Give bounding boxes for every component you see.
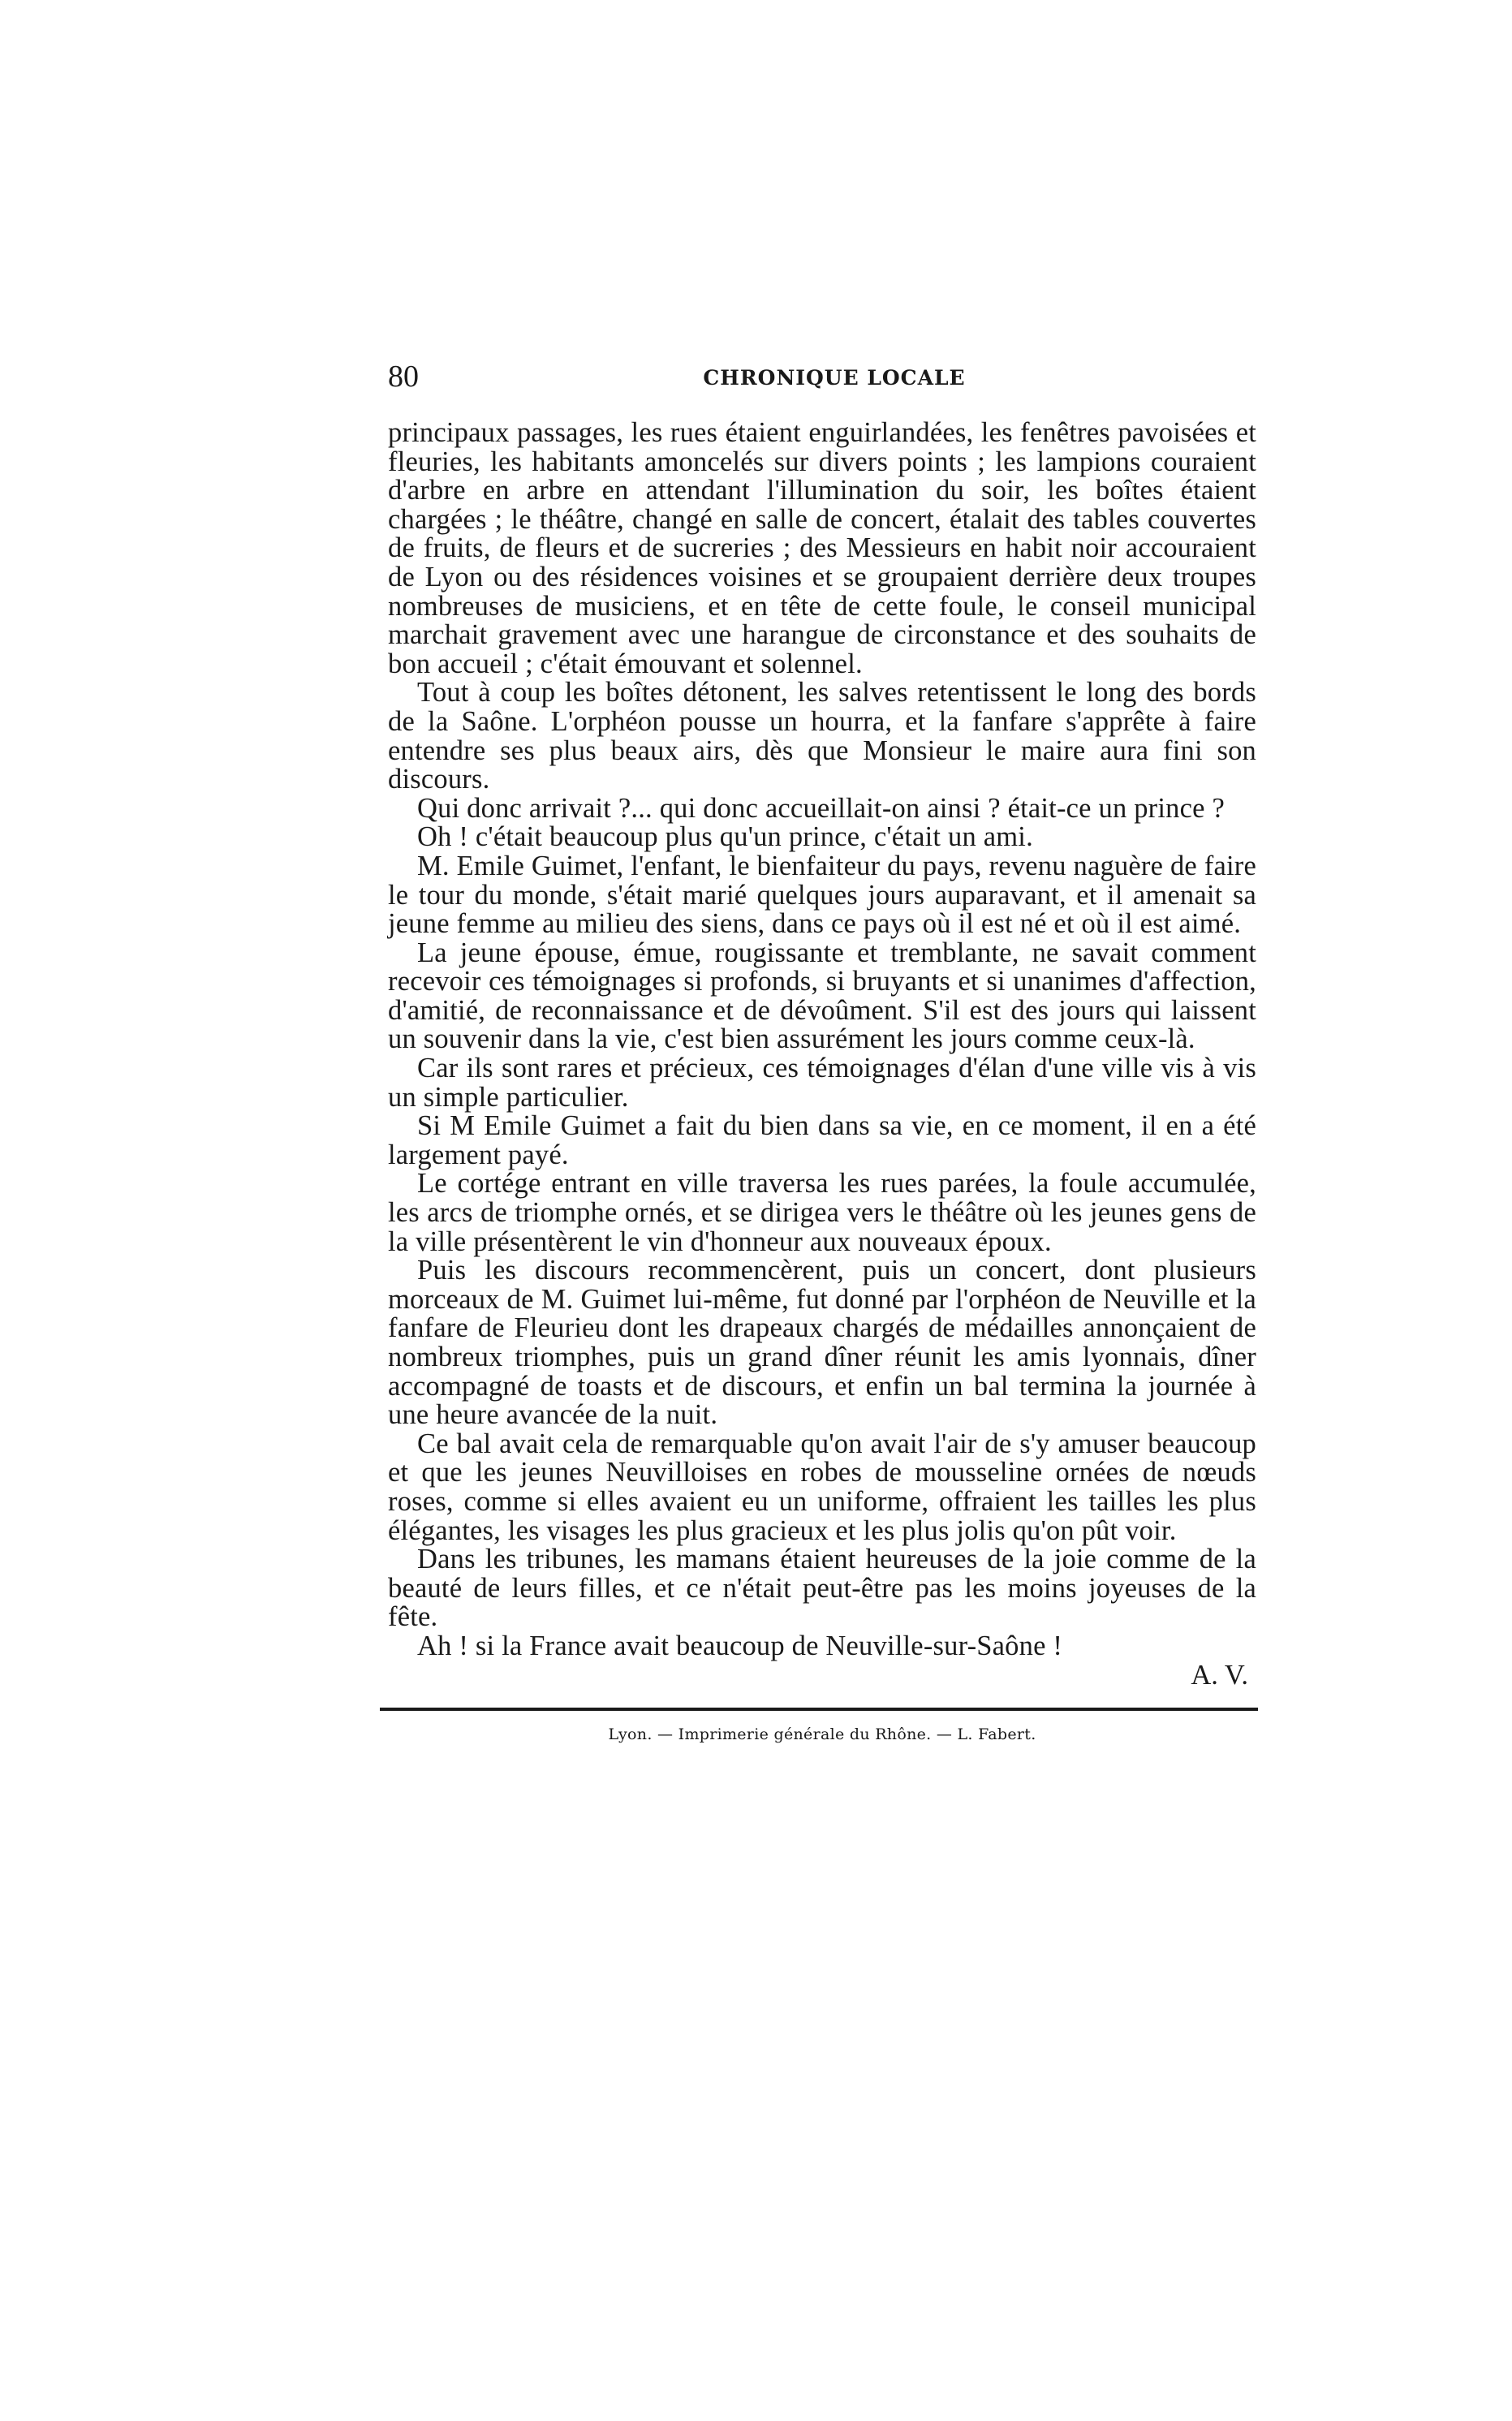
paragraph: Puis les discours recommencèrent, puis un concert, dont plusieurs morceaux de M. Guimet lui-même, fut donné par l'orphéon de Neuville et la fanfare de Fleurieu dont les drapeaux chargés de médailles annonçaient de nombreux triomphes, puis un grand dîner réunit les amis lyonnais, dîner accompagné de toasts et de discours, et enfin un bal termina la journée à une heure avancée de la nuit.: [388, 1255, 1256, 1431]
page-content: [388, 357, 1256, 1745]
paragraph: principaux passages, les rues étaient enguirlandées, les fenêtres pavoisées et fleuries, les habitants amoncelés sur divers points ; les lampions couraient d'arbre en arbre en attendant l'illumination du soir, les boîtes étaient chargées ; le théâtre, changé en salle de concert, étalait des tables couvertes de fruits, de fleurs et de sucreries ; des Messieurs en habit noir accouraient de Lyon ou des résidences voisines et se groupaient derrière deux troupes nombreuses de musiciens, et en tête de cette foule, le conseil municipal marchait gravement avec une harangue de circonstance et des souhaits de bon accueil ; c'était émouvant et solennel.: [388, 417, 1256, 679]
paragraph: Si M Emile Guimet a fait du bien dans sa vie, en ce moment, il en a été largement payé.: [388, 1110, 1256, 1170]
paragraph: Tout à coup les boîtes détonent, les salves retentissent le long des bords de la Saône. L'orphéon pousse un hourra, et la fanfare s'apprête à faire entendre ses plus beaux airs, dès que Monsieur le maire aura fini son discours.: [388, 677, 1256, 795]
running-title: CHRONIQUE LOCALE: [703, 366, 966, 390]
paragraph: Oh ! c'était beaucoup plus qu'un prince, c'était un ami.: [417, 821, 1033, 853]
paragraph: Ce bal avait cela de remarquable qu'on avait l'air de s'y amuser beaucoup et que les jeunes Neuvilloises en robes de mousseline ornées de nœuds roses, comme si elles avaient eu un uniforme, offraient les tailles les plus élégantes, les visages les plus gracieux et les plus jolis qu'on pût voir.: [388, 1428, 1256, 1546]
paragraph: La jeune épouse, émue, rougissante et tremblante, ne savait comment recevoir ces témoignages si profonds, si bruyants et si unanimes d'affection, d'amitié, de reconnaissance et de dévoûment. S'il est des jours qui laissent un souvenir dans la vie, c'est bien assurément les jours comme ceux-là.: [388, 937, 1256, 1055]
paragraph: Qui donc arrivait ?... qui donc accueillait-on ainsi ? était-ce un prince ?: [417, 792, 1225, 824]
footer-rule: [380, 1708, 1258, 1711]
paragraph: Ah ! si la France avait beaucoup de Neuville-sur-Saône !: [417, 1630, 1063, 1661]
paragraph: Dans les tribunes, les mamans étaient heureuses de la joie comme de la beauté de leurs filles, et ce n'était peut-être pas les moins joyeuses de la fête.: [388, 1544, 1256, 1633]
article-body: [388, 419, 1256, 1661]
paragraph: Le cortége entrant en ville traversa les rues parées, la foule accumulée, les arcs de triomphe ornés, et se dirigea vers le théâtre où les jeunes gens de la ville présentèrent le vin d'honneur aux nouveaux époux.: [388, 1168, 1256, 1257]
page-header: [388, 357, 1256, 396]
paragraph: Car ils sont rares et précieux, ces témoignages d'élan d'une ville vis à vis un simple particulier.: [388, 1053, 1256, 1113]
paragraph: M. Emile Guimet, l'enfant, le bienfaiteur du pays, revenu naguère de faire le tour du monde, s'était marié quelques jours auparavant, et il amenait sa jeune femme au milieu des siens, dans ce pays où il est né et où il est aimé.: [388, 850, 1256, 940]
author-signature: A. V.: [1191, 1659, 1248, 1691]
printer-imprint: Lyon. — Imprimerie générale du Rhône. — L. Fabert.: [608, 1725, 1036, 1744]
page-number: 80: [388, 360, 419, 394]
